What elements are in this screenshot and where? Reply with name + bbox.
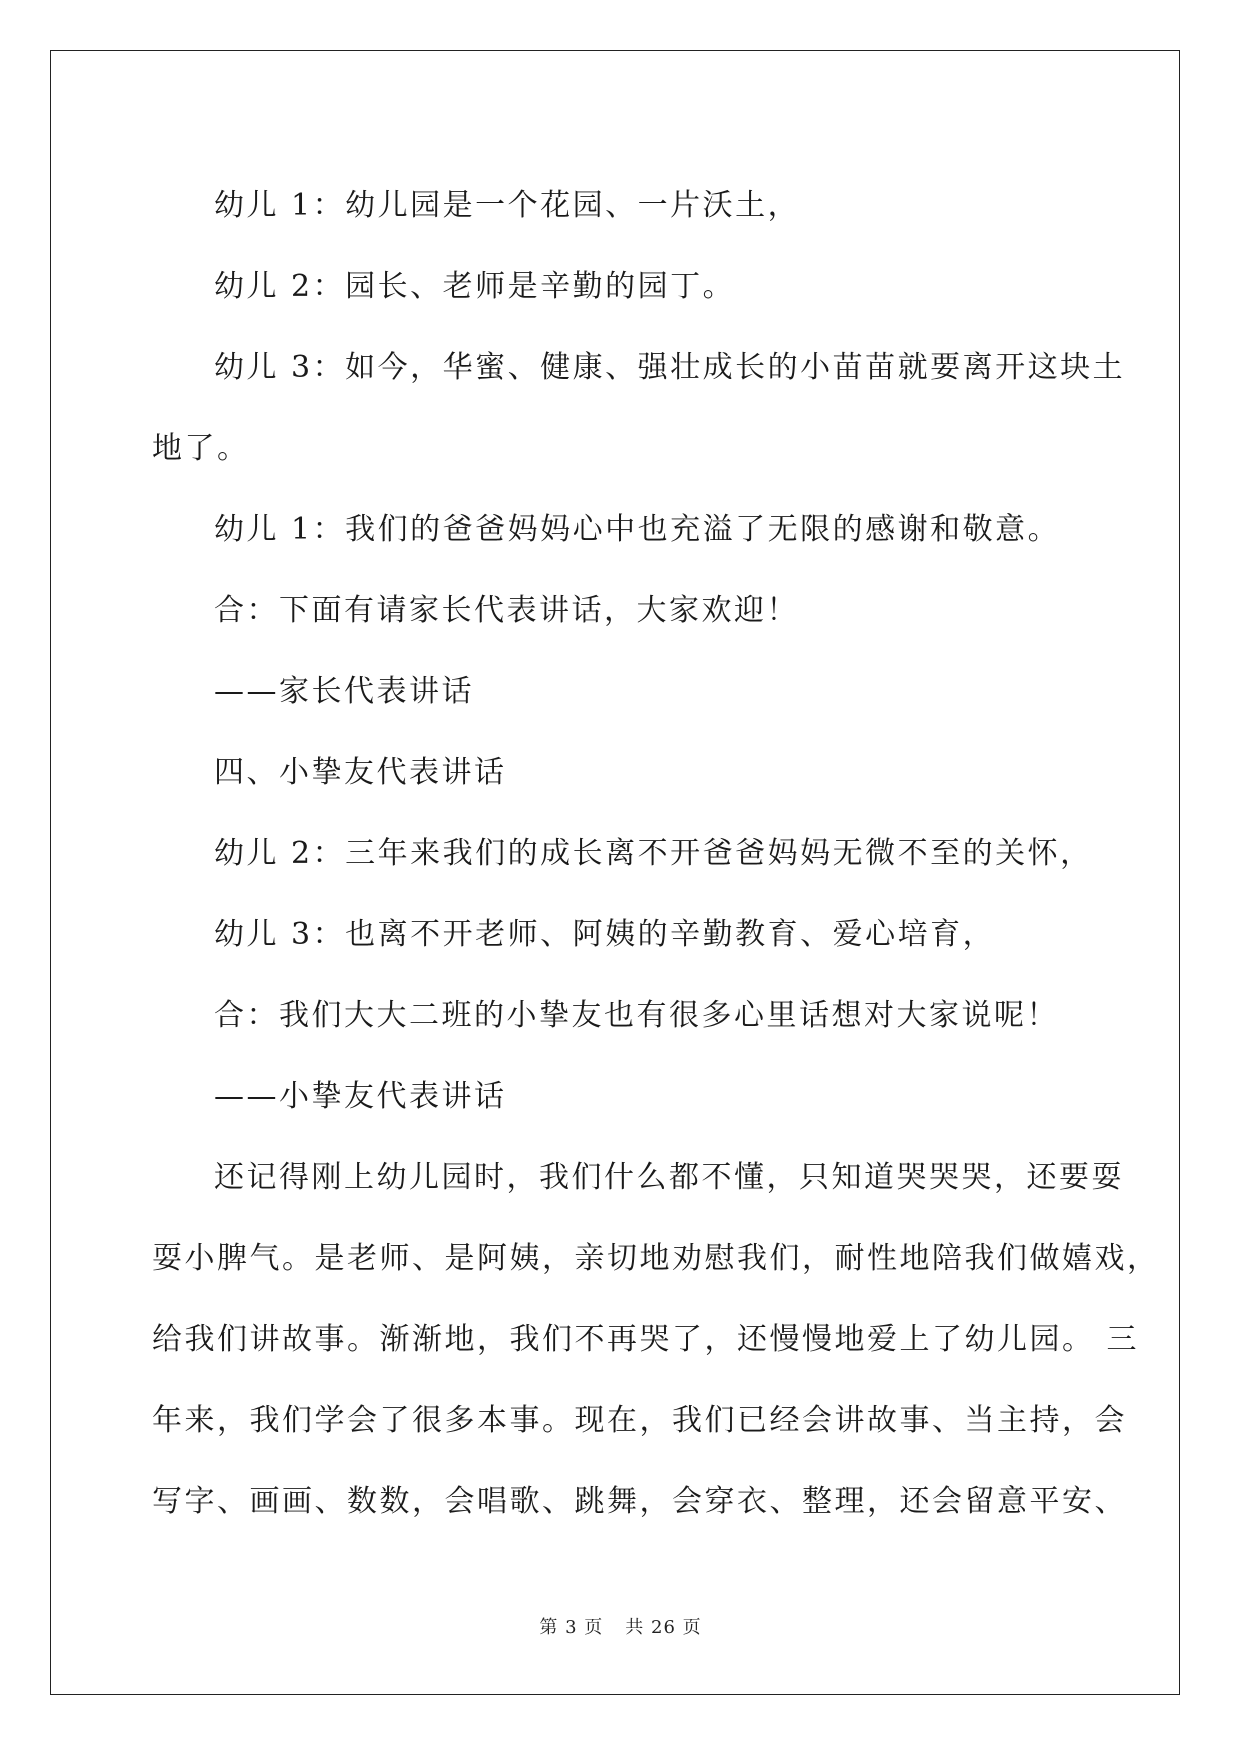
document-body [152, 165, 1160, 1542]
page-footer [0, 1613, 1241, 1639]
paragraph [152, 1056, 1092, 1137]
text-line: 幼儿 2：园长、老师是辛勤的园丁。 [214, 269, 736, 304]
paragraph [152, 327, 1126, 489]
text-line: 耍小脾气。是老师、是阿姨，亲切地劝慰我们，耐性地陪我们做嬉戏， [152, 1241, 1160, 1276]
text-line: 地了。 [152, 431, 250, 466]
text-line: 写字、画画、数数，会唱歌、跳舞，会穿衣、整理，还会留意平安、 [152, 1484, 1127, 1519]
paragraph [152, 975, 1092, 1056]
text-line: 幼儿 3：如今，华蜜、健康、强壮成长的小苗苗就要离开这块土 [214, 350, 1126, 385]
paragraph [152, 165, 1092, 246]
paragraph [152, 1137, 1160, 1542]
paragraph [152, 246, 1092, 327]
text-line: 四、小挚友代表讲话 [214, 755, 507, 790]
text-line: 给我们讲故事。渐渐地，我们不再哭了，还慢慢地爱上了幼儿园。 三 [152, 1322, 1140, 1357]
section-heading [152, 732, 1092, 813]
text-line: 幼儿 1：我们的爸爸妈妈心中也充溢了无限的感谢和敬意。 [214, 512, 1061, 547]
text-line: 幼儿 3：也离不开老师、阿姨的辛勤教育、爱心培育， [214, 917, 996, 952]
text-line: 合：下面有请家长代表讲话，大家欢迎！ [214, 593, 799, 628]
paragraph [152, 651, 1092, 732]
text-line: ——家长代表讲话 [214, 674, 474, 709]
paragraph [152, 489, 1092, 570]
text-line: ——小挚友代表讲话 [214, 1079, 507, 1114]
text-line: 幼儿 1：幼儿园是一个花园、一片沃土， [214, 188, 801, 223]
paragraph [152, 570, 1092, 651]
paragraph [152, 894, 1092, 975]
text-line: 还记得刚上幼儿园时，我们什么都不懂，只知道哭哭哭，还要耍 [214, 1160, 1124, 1195]
paragraph [152, 813, 1092, 894]
text-line: 合：我们大大二班的小挚友也有很多心里话想对大家说呢！ [214, 998, 1059, 1033]
page-total: 共 26 页 [625, 1617, 702, 1638]
text-line: 年来，我们学会了很多本事。现在，我们已经会讲故事、当主持，会 [152, 1403, 1127, 1438]
page-number: 第 3 页 [539, 1617, 604, 1638]
text-line: 幼儿 2：三年来我们的成长离不开爸爸妈妈无微不至的关怀， [214, 836, 1093, 871]
